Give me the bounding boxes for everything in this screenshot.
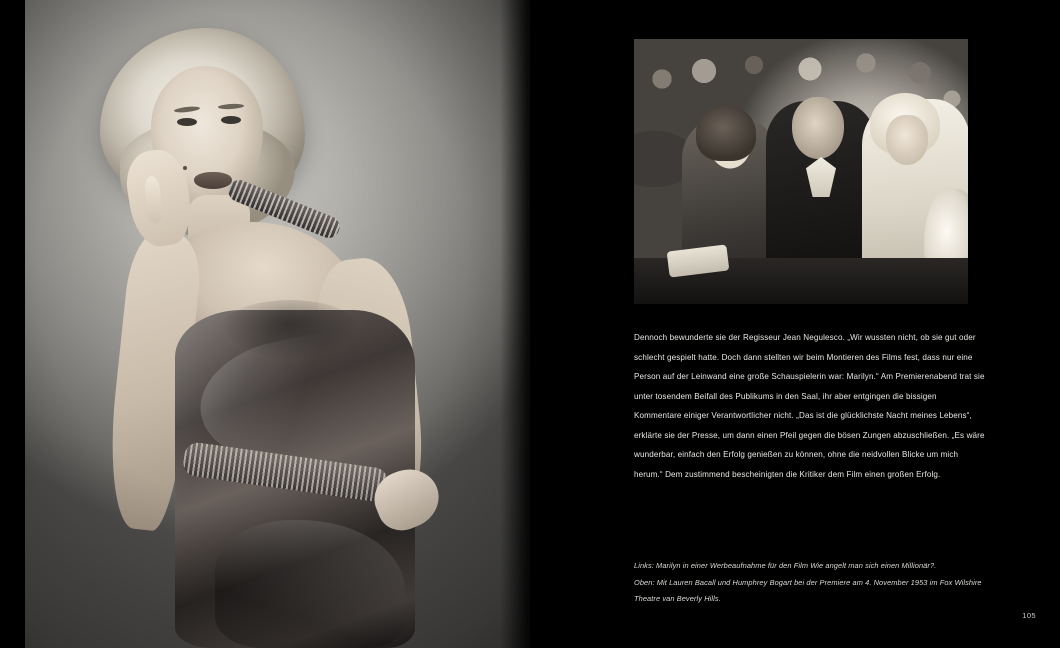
premiere-photo xyxy=(634,39,968,304)
body-paragraph: Dennoch bewunderte sie der Regisseur Jean Negulesco. „Wir wussten nicht, ob sie gut oder schlecht gespielt hatte. Doch dann stellten wir beim Montieren des Films fest, dass nur eine Person auf der Leinwand eine große Schauspielerin war: Marilyn.“ Am Premierenabend trat sie unter tosendem Beifall des Publikums in den Saal, ihr aber entgingen die bissigen Kommentare einiger Verantwortlicher nicht. „Das ist die glücklichste Nacht meines Lebens“, erklärte sie der Presse, um dann einen Pfeil gegen die bösen Zungen abzuschließen. „Es wäre wunderbar, einfach den Erfolg genießen zu können, ohne die neidvollen Blicke um mich herum.“ Dem zustimmend bescheinigten die Kritiker dem Film einen großen Erfolg. xyxy=(634,333,985,479)
figure-marilyn-face xyxy=(886,115,928,165)
photo-captions xyxy=(634,558,986,608)
photo-vignette xyxy=(25,0,530,648)
right-page xyxy=(530,0,1060,648)
caption-right-photo: Oben: Mit Lauren Bacall und Humphrey Bogart bei der Premiere am 4. November 1953 im Fox Wilshire Theatre van Beverly Hills. xyxy=(634,577,982,603)
caption-left-photo: Links: Marilyn in einer Werbeaufnahme für den Film Wie angelt man sich einen Millionär?. xyxy=(634,561,937,570)
page-number: 105 xyxy=(1022,611,1036,620)
body-text-block xyxy=(634,328,986,484)
figure-humphrey-bogart-head xyxy=(792,97,844,159)
figure-lauren-bacall-hair xyxy=(696,105,756,161)
marilyn-portrait-photo xyxy=(25,0,530,648)
